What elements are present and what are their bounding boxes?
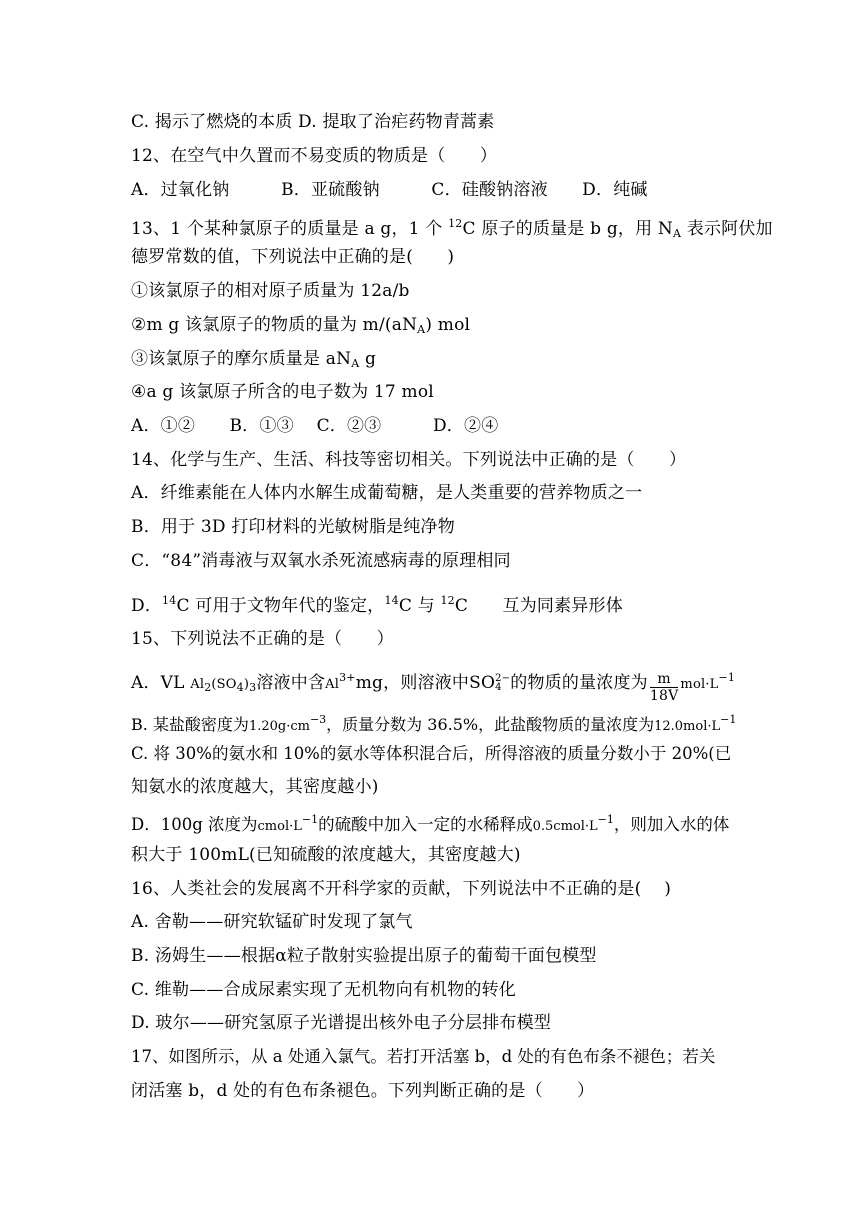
q16-option-a: A. 舍勒——研究软锰矿时发现了氯气	[131, 912, 413, 932]
text: SO	[469, 673, 496, 693]
fraction	[650, 671, 679, 704]
superscript: −1	[718, 671, 736, 684]
numerator: m	[650, 671, 679, 688]
sulfate-charge	[495, 674, 510, 692]
subscript: 2	[204, 681, 212, 694]
text: C 与	[398, 596, 441, 616]
q14-stem: 14、化学与生产、生活、科技等密切相关。下列说法中正确的是（ ）	[131, 450, 687, 470]
text: g	[359, 349, 377, 369]
superscript: 12	[440, 594, 455, 607]
q14-option-d	[131, 589, 623, 618]
text: 13、1 个某种氯原子的质量是 a g，1 个	[131, 219, 449, 239]
q13-statement-4: ④a g 该氯原子所含的电子数为 17 mol	[131, 382, 434, 402]
q15-option-d-line1	[131, 808, 729, 839]
text: 0.5cmol·L	[532, 819, 598, 834]
subscript: 3	[249, 681, 257, 694]
superscript: 12	[448, 217, 463, 230]
text: ，则加入水的体	[613, 815, 730, 834]
text: A．VL	[131, 673, 191, 693]
q15-option-b	[131, 708, 736, 739]
superscript: −1	[720, 713, 737, 726]
q13-options: A．①② B．①③ C．②③ D．②④	[131, 416, 499, 436]
text: 的物质的量浓度为	[510, 673, 648, 693]
text: cmol·L	[257, 819, 302, 834]
superscript: 2−	[495, 673, 511, 684]
q13-statement-3	[131, 347, 376, 376]
text: )	[243, 677, 250, 692]
text: C 可用于文物年代的鉴定，	[176, 596, 385, 616]
text: mg，则溶液中	[355, 673, 470, 693]
text: B. 某盐酸密度为	[131, 715, 249, 734]
q15-option-d-line2: 积大于 100mL(已知硫酸的浓度越大，其密度越大)	[131, 845, 521, 865]
text: 12.0mol·L	[654, 719, 721, 734]
q14-option-a: A．纤维素能在人体内水解生成葡萄糖，是人类重要的营养物质之一	[131, 483, 643, 503]
q13-stem-line2: 德罗常数的值，下列说法中正确的是( )	[131, 247, 455, 267]
q15-option-c-line1: C. 将 30%的氨水和 10%的氨水等体积混合后，所得溶液的质量分数小于 20%(已	[131, 744, 732, 763]
text: 的硫酸中加入一定的水稀释成	[318, 815, 533, 834]
q17-stem-line1: 17、如图所示，从 a 处通入氯气。若打开活塞 b，d 处的有色布条不褪色；若关	[131, 1047, 716, 1066]
q13-statement-1: ①该氯原子的相对原子质量为 12a/b	[131, 281, 410, 301]
text: 表示阿伏加	[681, 219, 773, 239]
q13-statement-2	[131, 313, 470, 342]
unit: mol·L	[680, 677, 719, 692]
text: (SO	[211, 677, 237, 692]
q16-option-c: C. 维勒——合成尿素实现了无机物向有机物的转化	[131, 980, 517, 1000]
q17-stem-line2: 闭活塞 b，d 处的有色布条褪色。下列判断正确的是（ ）	[131, 1081, 595, 1101]
superscript: 14	[162, 594, 177, 607]
q15-option-c-line2: 知氨水的浓度越大，其密度越小)	[131, 777, 379, 797]
superscript: −1	[597, 813, 614, 826]
superscript: 14	[384, 594, 399, 607]
q11-options-cd: C. 揭示了燃烧的本质 D. 提取了治疟药物青蒿素	[131, 112, 495, 132]
text: Al	[325, 677, 340, 692]
text: C 互为同素异形体	[454, 596, 623, 616]
text: 溶液中含	[256, 673, 326, 693]
text: ，质量分数为 36.5%，此盐酸物质的量浓度为	[326, 715, 655, 734]
formula-al2so43	[190, 677, 256, 692]
text: ②m g 该氯原子的物质的量为 m/(aN	[131, 315, 418, 335]
superscript: −3	[309, 713, 327, 726]
q13-stem-line1	[131, 212, 773, 246]
subscript: A	[351, 357, 360, 370]
q16-option-d: D. 玻尔——研究氢原子光谱提出核外电子分层排布模型	[131, 1013, 552, 1033]
q14-option-c: C．“84”消毒液与双氧水杀死流感病毒的原理相同	[131, 551, 511, 571]
text: Al	[190, 677, 205, 692]
subscript: A	[417, 323, 426, 336]
text: ③该氯原子的摩尔质量是 aN	[131, 349, 352, 369]
q12-options: A．过氧化钠 B．亚硫酸钠 C．硅酸钠溶液 D．纯碱	[131, 180, 648, 200]
superscript: −1	[301, 813, 319, 826]
superscript: 3+	[339, 671, 356, 684]
subscript: A	[672, 227, 682, 240]
text: D．	[131, 596, 163, 616]
q16-stem: 16、人类社会的发展离不开科学家的贡献，下列说法中不正确的是( )	[131, 879, 672, 899]
text: D．100g 浓度为	[131, 815, 258, 834]
q16-option-b: B. 汤姆生——根据α粒子散射实验提出原子的葡萄干面包模型	[131, 946, 597, 966]
q15-stem: 15、下列说法不正确的是（ ）	[131, 629, 394, 649]
subscript: 4	[236, 681, 244, 694]
denominator: 18V	[649, 688, 679, 704]
q14-option-b: B．用于 3D 打印材料的光敏树脂是纯净物	[131, 517, 455, 537]
text: 1.20g·cm	[248, 719, 310, 734]
q12-stem: 12、在空气中久置而不易变质的物质是（ ）	[131, 146, 498, 166]
q15-option-a	[131, 666, 735, 704]
text: C 原子的质量是 b g，用 N	[462, 219, 673, 239]
subscript: 4	[495, 682, 502, 693]
text: ) mol	[425, 315, 471, 335]
